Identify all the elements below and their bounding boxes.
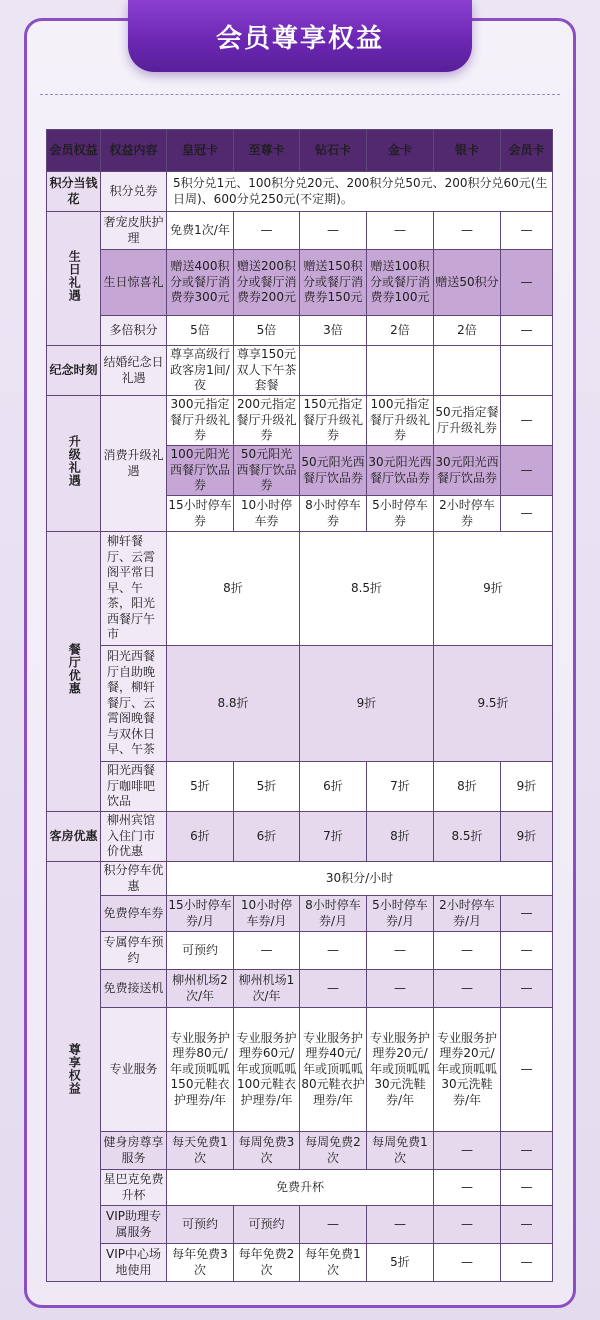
value-cell: 30元阳光西餐厅饮品券 [367, 446, 434, 496]
value-cell: 8.8折 [167, 646, 300, 762]
table-row [47, 1244, 553, 1282]
value-cell: 可预约 [167, 1206, 234, 1244]
category-label: 尊享权益 [67, 1043, 82, 1096]
value-cell: — [501, 496, 553, 532]
item-cell: VIP中心场地使用 [101, 1244, 167, 1282]
category-cell [47, 532, 101, 812]
category-cell: 客房优惠 [47, 812, 101, 862]
value-cell: — [300, 212, 367, 250]
value-cell [367, 346, 434, 396]
table-row [47, 316, 553, 346]
value-cell: 2倍 [367, 316, 434, 346]
value-cell: — [501, 1244, 553, 1282]
category-cell [47, 862, 101, 1282]
item-cell: 阳光西餐厅自助晚餐，柳轩餐厅、云霄阁晚餐与双休日早、午茶 [101, 646, 167, 762]
value-cell: 300元指定餐厅升级礼券 [167, 396, 234, 446]
value-cell: 10小时停车券 [234, 496, 300, 532]
category-cell: 纪念时刻 [47, 346, 101, 396]
value-cell: 8小时停车券 [300, 496, 367, 532]
value-cell: 每年免费3次 [167, 1244, 234, 1282]
table-row [47, 812, 553, 862]
value-cell: 5折 [234, 762, 300, 812]
value-cell: 15小时停车券/月 [167, 896, 234, 932]
value-cell: — [501, 250, 553, 316]
item-cell: VIP助理专属服务 [101, 1206, 167, 1244]
value-cell: 100元指定餐厅升级礼券 [367, 396, 434, 446]
table-row [47, 396, 553, 446]
item-cell: 星巴克免费升杯 [101, 1170, 167, 1206]
value-cell: — [501, 396, 553, 446]
value-cell: 5小时停车券 [367, 496, 434, 532]
item-cell: 奢宠皮肤护理 [101, 212, 167, 250]
value-cell: — [367, 1206, 434, 1244]
value-cell: 6折 [300, 762, 367, 812]
value-cell: — [501, 932, 553, 970]
item-cell: 柳轩餐厅、云霄阁平常日早、午茶，阳光西餐厅午市 [101, 532, 167, 646]
value-cell: 赠送400积分或餐厅消费券300元 [167, 250, 234, 316]
value-cell: — [501, 896, 553, 932]
value-cell: — [367, 212, 434, 250]
value-cell: 100元阳光西餐厅饮品券 [167, 446, 234, 496]
header-cell: 金卡 [367, 130, 434, 172]
item-cell: 专业服务 [101, 1008, 167, 1132]
value-cell: 专业服务护理券80元/年或顶呱呱150元鞋衣护理券/年 [167, 1008, 234, 1132]
value-cell: 每年免费1次 [300, 1244, 367, 1282]
table-row [47, 762, 553, 812]
value-cell: 专业服务护理券40元/年或顶呱呱80元鞋衣护理券/年 [300, 1008, 367, 1132]
title-banner [128, 0, 472, 72]
value-cell: — [434, 1132, 501, 1170]
value-cell: — [434, 1170, 501, 1206]
table-row [47, 1008, 553, 1132]
value-cell: 柳州机场1次/年 [234, 970, 300, 1008]
category-label: 餐厅优惠 [67, 643, 82, 696]
value-cell: — [501, 1206, 553, 1244]
table-row [47, 1206, 553, 1244]
value-cell: — [501, 1132, 553, 1170]
category-cell [47, 396, 101, 532]
value-cell: 每周免费2次 [300, 1132, 367, 1170]
value-cell: 可预约 [234, 1206, 300, 1244]
table-row [47, 932, 553, 970]
category-label: 生日礼遇 [67, 250, 82, 303]
value-cell: 9折 [434, 532, 553, 646]
item-cell: 积分停车优惠 [101, 862, 167, 896]
value-cell: 可预约 [167, 932, 234, 970]
value-cell: — [501, 970, 553, 1008]
value-cell: 尊享高级行政客房1间/夜 [167, 346, 234, 396]
item-cell: 消费升级礼遇 [101, 396, 167, 532]
value-cell: 赠送100积分或餐厅消费券100元 [367, 250, 434, 316]
value-cell: 6折 [234, 812, 300, 862]
value-cell: 免费升杯 [167, 1170, 434, 1206]
table-row [47, 1170, 553, 1206]
value-cell: 赠送200积分或餐厅消费券200元 [234, 250, 300, 316]
table-row [47, 970, 553, 1008]
value-cell: 2倍 [434, 316, 501, 346]
value-cell [434, 346, 501, 396]
dashed-divider [40, 94, 560, 95]
value-cell: 10小时停车券/月 [234, 896, 300, 932]
value-cell: 每周免费3次 [234, 1132, 300, 1170]
value-cell: 200元指定餐厅升级礼券 [234, 396, 300, 446]
table-row [47, 212, 553, 250]
value-cell: 9折 [300, 646, 434, 762]
item-cell: 生日惊喜礼 [101, 250, 167, 316]
value-cell: — [367, 932, 434, 970]
value-cell: 50元阳光西餐厅饮品券 [300, 446, 367, 496]
table-row [47, 896, 553, 932]
value-cell: 150元指定餐厅升级礼券 [300, 396, 367, 446]
value-cell: 2小时停车券 [434, 496, 501, 532]
value-cell: 免费1次/年 [167, 212, 234, 250]
value-cell: 7折 [367, 762, 434, 812]
table-header-row [47, 130, 553, 172]
value-cell: 专业服务护理券20元/年或顶呱呱30元洗鞋券/年 [434, 1008, 501, 1132]
header-cell: 皇冠卡 [167, 130, 234, 172]
category-label: 升级礼遇 [67, 435, 82, 488]
value-cell: 9折 [501, 762, 553, 812]
value-cell: 5倍 [167, 316, 234, 346]
value-cell: — [434, 1244, 501, 1282]
value-cell: — [434, 212, 501, 250]
value-cell: — [300, 970, 367, 1008]
header-cell: 会员权益 [47, 130, 101, 172]
value-cell: — [234, 212, 300, 250]
table-row [47, 250, 553, 316]
value-cell: 15小时停车券 [167, 496, 234, 532]
header-cell: 至尊卡 [234, 130, 300, 172]
value-cell: — [501, 316, 553, 346]
table-row [47, 532, 553, 646]
value-cell: — [367, 970, 434, 1008]
value-cell: 每年免费2次 [234, 1244, 300, 1282]
benefits-table [46, 129, 553, 1282]
value-cell: — [501, 1170, 553, 1206]
value-cell: 50元阳光西餐厅饮品券 [234, 446, 300, 496]
category-cell [47, 212, 101, 346]
value-cell: 50元指定餐厅升级礼券 [434, 396, 501, 446]
value-cell: 3倍 [300, 316, 367, 346]
value-cell: — [501, 212, 553, 250]
value-cell: — [501, 1008, 553, 1132]
value-cell: 专业服务护理券20元/年或顶呱呱30元洗鞋券/年 [367, 1008, 434, 1132]
value-cell: — [434, 970, 501, 1008]
value-cell: 8.5折 [300, 532, 434, 646]
value-cell: 8折 [367, 812, 434, 862]
item-cell: 柳州宾馆入住门市价优惠 [101, 812, 167, 862]
value-cell: 8折 [167, 532, 300, 646]
value-cell: 专业服务护理券60元/年或顶呱呱100元鞋衣护理券/年 [234, 1008, 300, 1132]
value-cell: 30元阳光西餐厅饮品券 [434, 446, 501, 496]
value-cell: — [501, 446, 553, 496]
item-cell: 免费接送机 [101, 970, 167, 1008]
header-cell: 银卡 [434, 130, 501, 172]
value-cell: 2小时停车券/月 [434, 896, 501, 932]
value-cell: — [234, 932, 300, 970]
value-cell: 每周免费1次 [367, 1132, 434, 1170]
value-cell: 9.5折 [434, 646, 553, 762]
item-cell: 多倍积分 [101, 316, 167, 346]
item-cell: 积分兑券 [101, 172, 167, 212]
value-cell: 5小时停车券/月 [367, 896, 434, 932]
value-cell: 6折 [167, 812, 234, 862]
table-row [47, 346, 553, 396]
value-cell: 8.5折 [434, 812, 501, 862]
header-cell: 权益内容 [101, 130, 167, 172]
value-cell: 7折 [300, 812, 367, 862]
item-cell: 免费停车券 [101, 896, 167, 932]
value-cell: 5倍 [234, 316, 300, 346]
value-cell: — [434, 1206, 501, 1244]
value-cell: 5折 [367, 1244, 434, 1282]
value-cell: — [300, 932, 367, 970]
value-cell: 柳州机场2次/年 [167, 970, 234, 1008]
header-cell: 会员卡 [501, 130, 553, 172]
item-cell: 结婚纪念日礼遇 [101, 346, 167, 396]
value-cell: 30积分/小时 [167, 862, 553, 896]
page-title: 会员尊享权益 [215, 22, 384, 53]
value-cell: 赠送50积分 [434, 250, 501, 316]
table-row [47, 172, 553, 212]
value-cell [501, 346, 553, 396]
points-exchange-text: 5积分兑1元、100积分兑20元、200积分兑50元、200积分兑60元(生日周)、600分兑250元(不定期)。 [167, 172, 553, 212]
value-cell: 8小时停车券/月 [300, 896, 367, 932]
value-cell: — [300, 1206, 367, 1244]
value-cell: 9折 [501, 812, 553, 862]
value-cell [300, 346, 367, 396]
category-cell: 积分当钱花 [47, 172, 101, 212]
table-row [47, 1132, 553, 1170]
value-cell: 赠送150积分或餐厅消费券150元 [300, 250, 367, 316]
item-cell: 阳光西餐厅咖啡吧饮品 [101, 762, 167, 812]
header-cell: 钻石卡 [300, 130, 367, 172]
table-row [47, 646, 553, 762]
value-cell: 尊享150元双人下午茶套餐 [234, 346, 300, 396]
item-cell: 专属停车预约 [101, 932, 167, 970]
value-cell: — [434, 932, 501, 970]
value-cell: 每天免费1次 [167, 1132, 234, 1170]
value-cell: 8折 [434, 762, 501, 812]
value-cell: 5折 [167, 762, 234, 812]
table-row [47, 862, 553, 896]
item-cell: 健身房尊享服务 [101, 1132, 167, 1170]
